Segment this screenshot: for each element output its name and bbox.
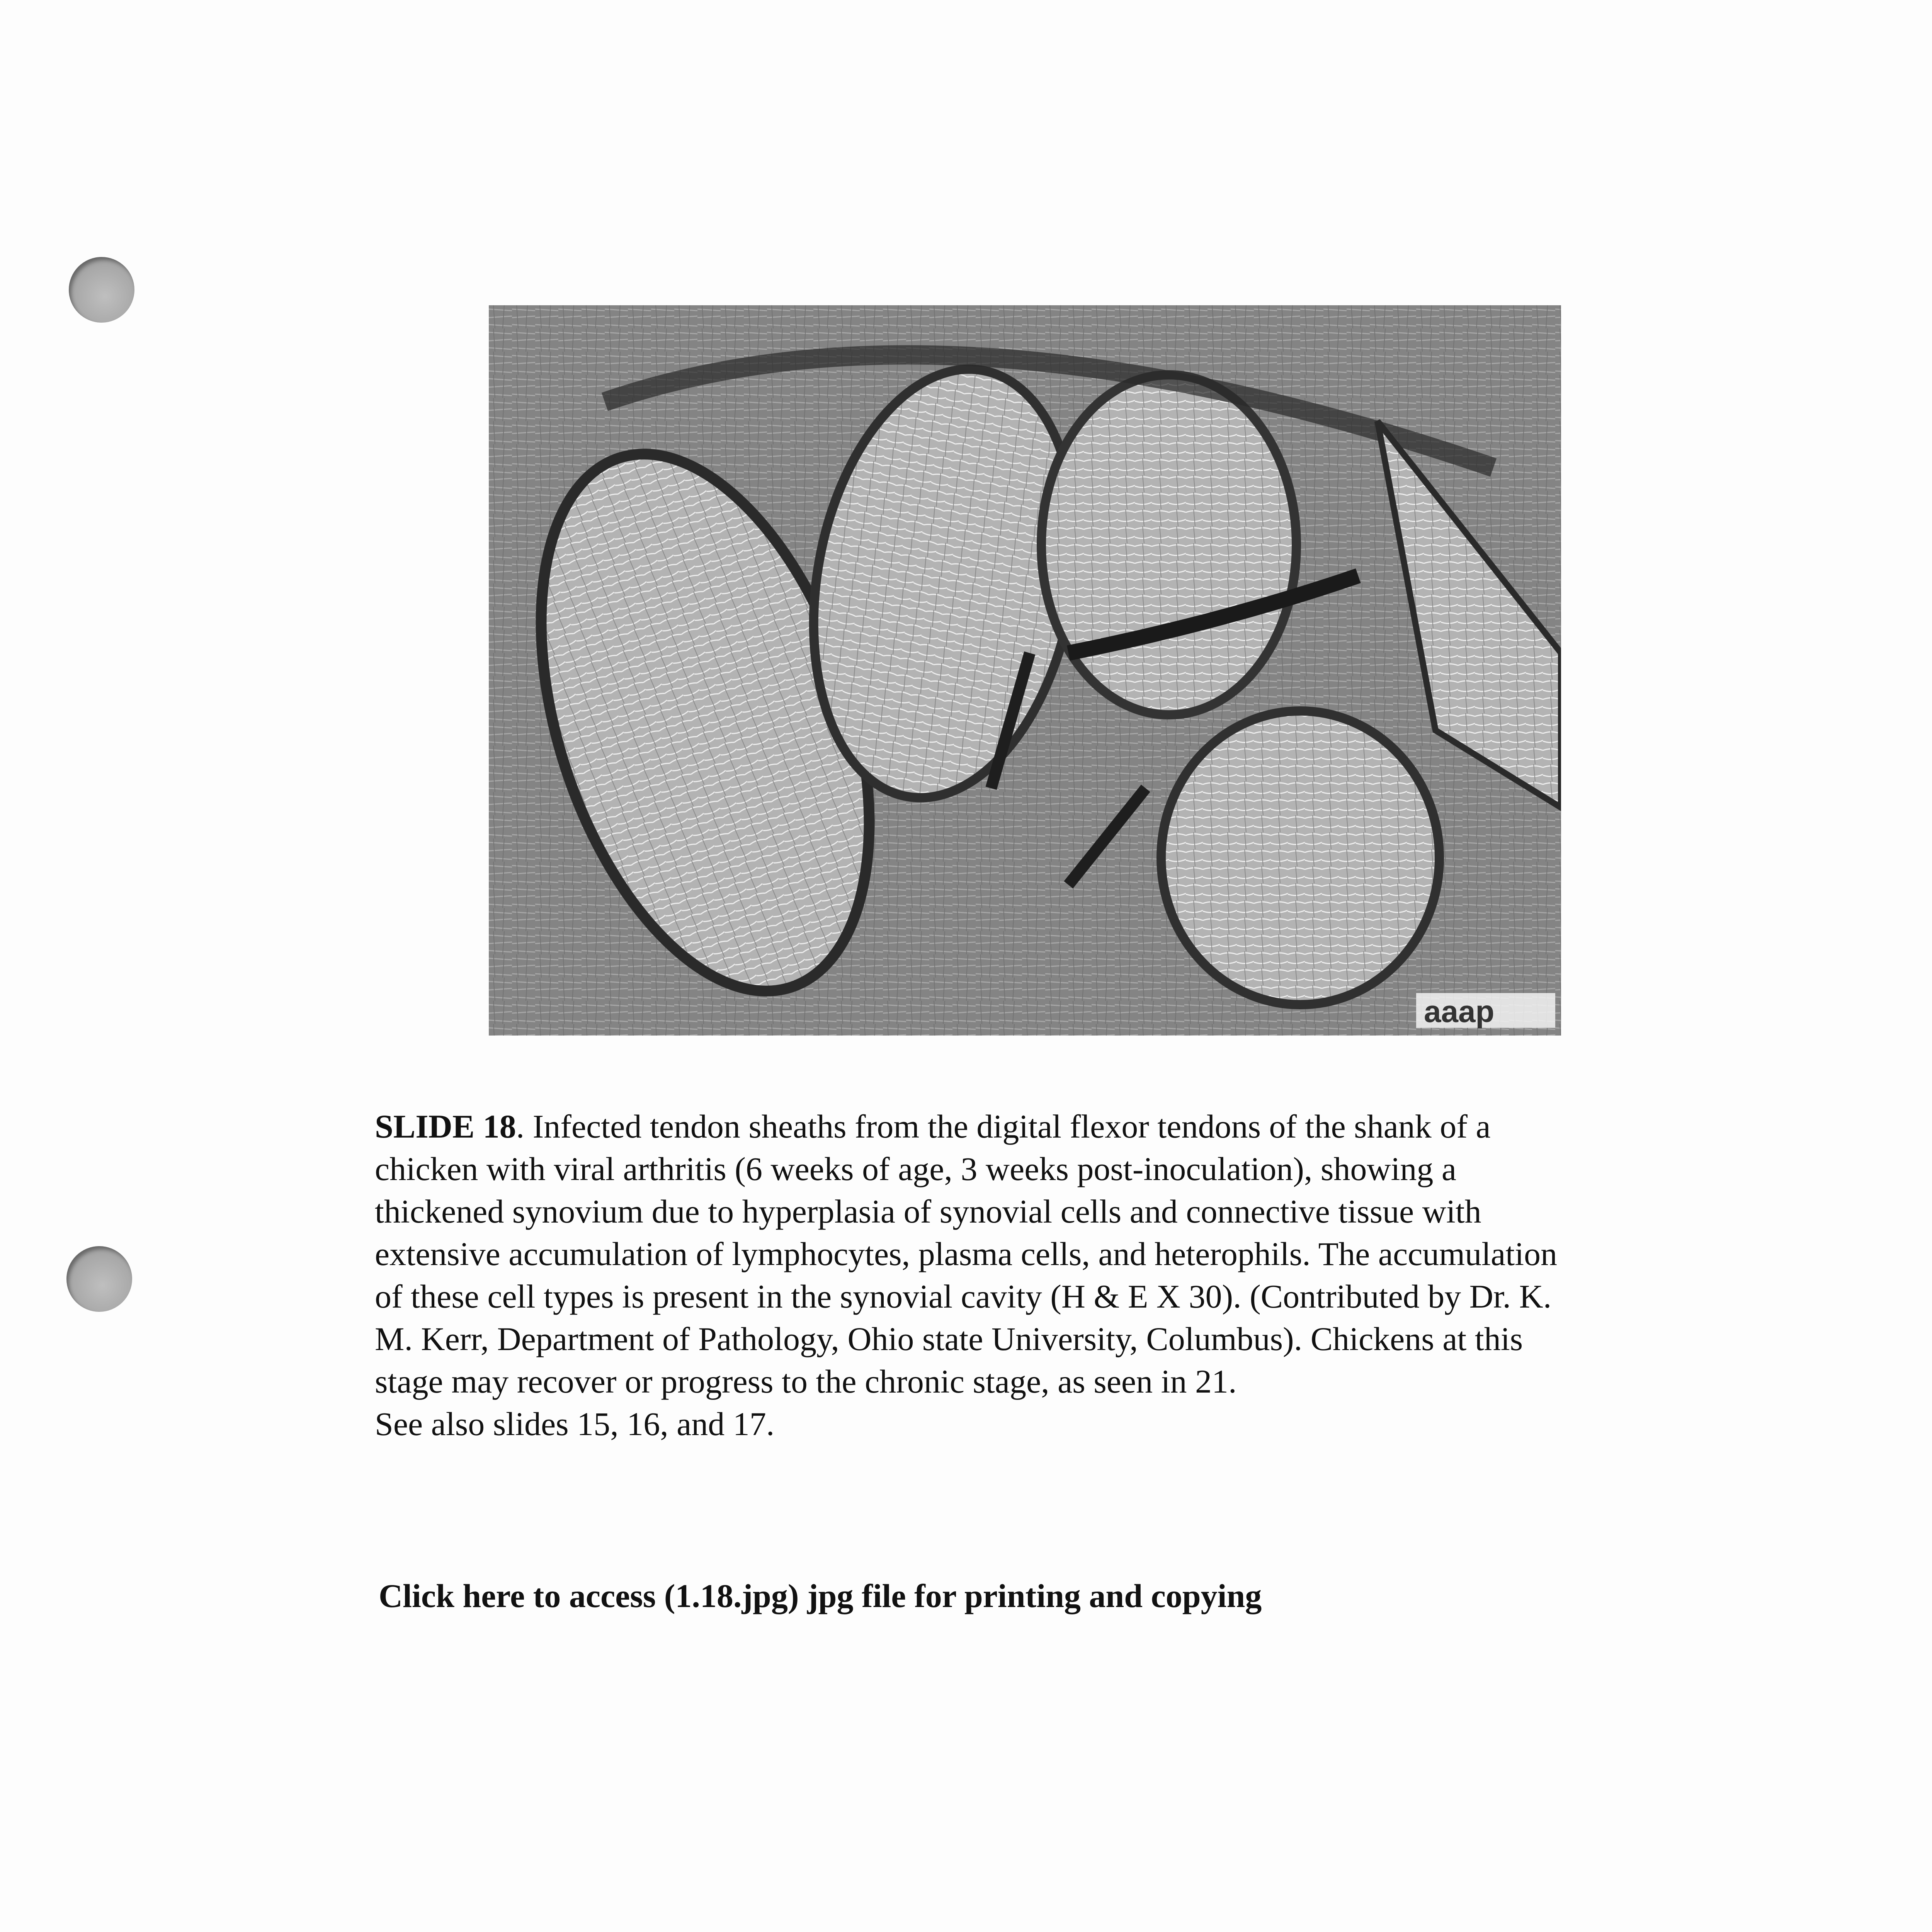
caption-line-5: of these cell types is present in the synovial cavity (H & E X 30). (Contributed by Dr. K. xyxy=(375,1278,1552,1315)
punch-hole-middle xyxy=(66,1246,132,1312)
caption-line-1-text: . Infected tendon sheaths from the digital flexor tendons of the shank of a xyxy=(516,1108,1491,1145)
caption-line-3: thickened synovium due to hyperplasia of synovial cells and connective tissue with xyxy=(375,1193,1481,1230)
micrograph-image xyxy=(489,305,1561,1036)
histology-micrograph xyxy=(489,305,1561,1036)
figure-caption xyxy=(375,1105,1696,1445)
print-jpg-link[interactable]: Click here to access (1.18.jpg) jpg file for printing and copying xyxy=(379,1577,1262,1614)
caption-line-8: See also slides 15, 16, and 17. xyxy=(375,1405,775,1442)
caption-line-2: chicken with viral arthritis (6 weeks of age, 3 weeks post-inoculation), showing a xyxy=(375,1150,1457,1187)
caption-line-6: M. Kerr, Department of Pathology, Ohio state University, Columbus). Chickens at this xyxy=(375,1320,1523,1357)
caption-line-1 xyxy=(375,1105,1696,1148)
figure-watermark: aaap xyxy=(1424,994,1495,1029)
caption-line-7: stage may recover or progress to the chronic stage, as seen in 21. xyxy=(375,1363,1237,1400)
caption-line-4: extensive accumulation of lymphocytes, plasma cells, and heterophils. The accumulation xyxy=(375,1235,1558,1272)
slide-label: SLIDE 18 xyxy=(375,1108,516,1145)
punch-hole-top xyxy=(69,257,134,323)
